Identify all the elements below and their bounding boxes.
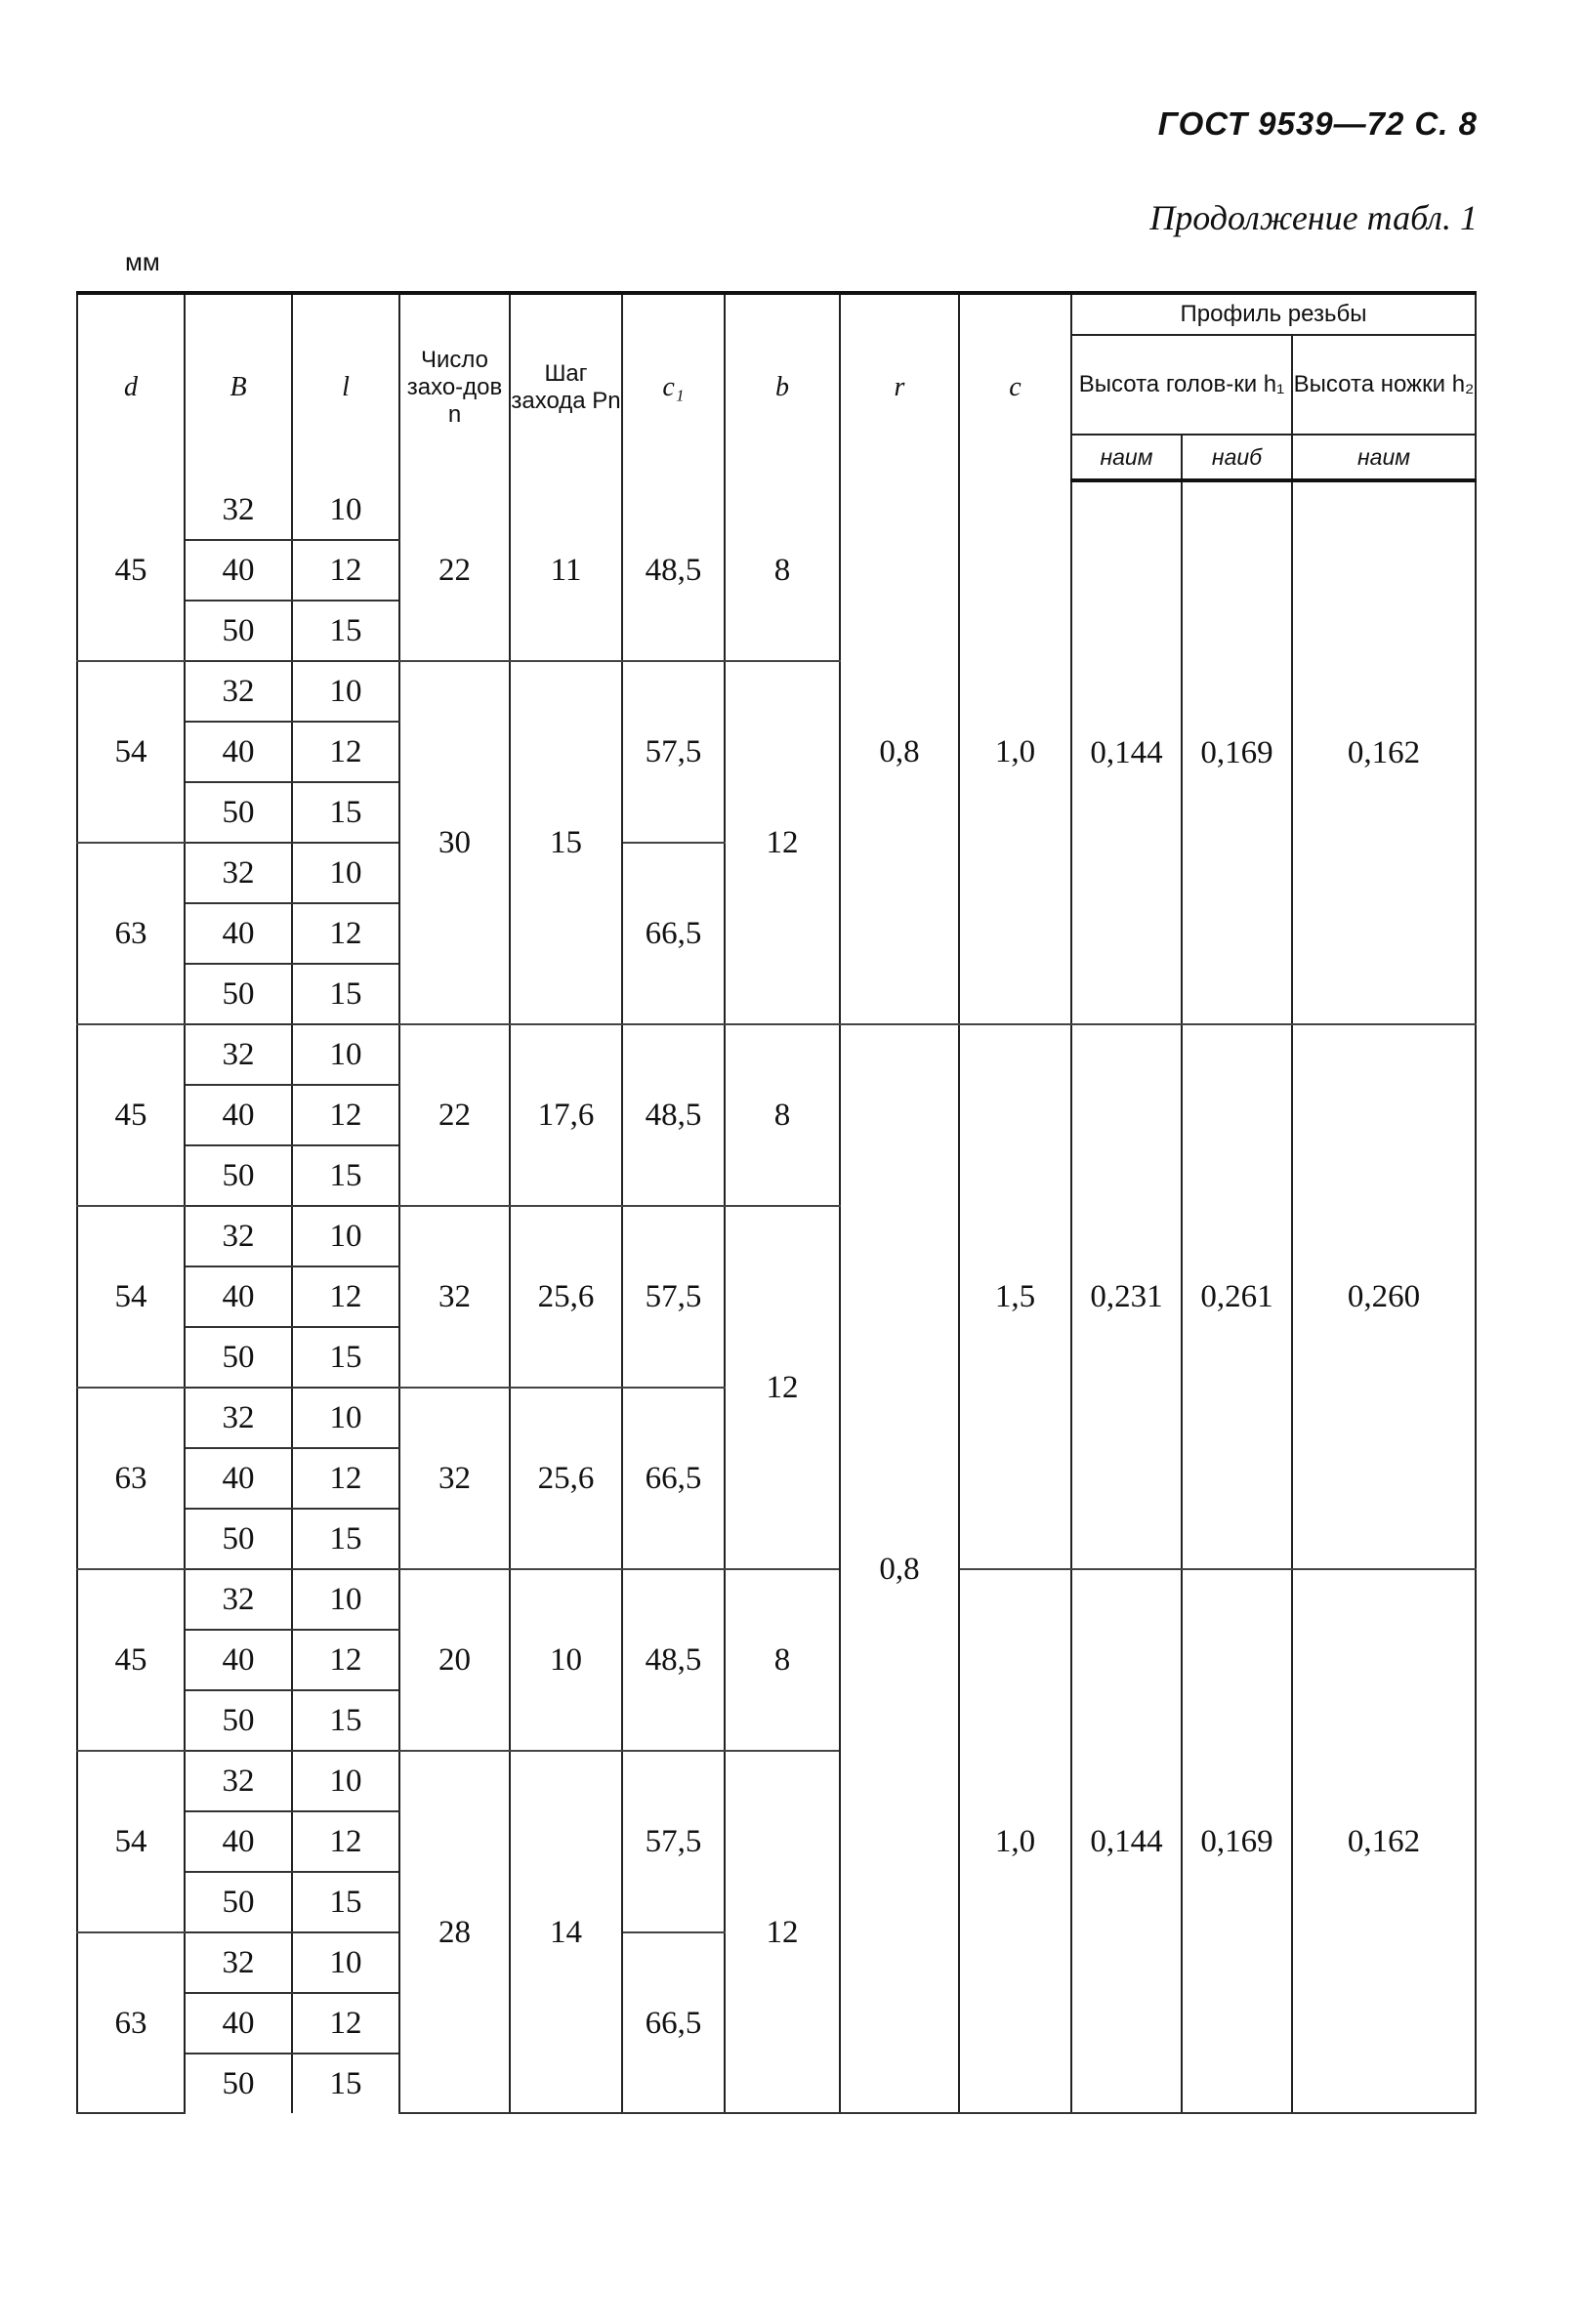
cell-c1: 66,5 — [622, 1932, 725, 2113]
col-header-c: c — [959, 293, 1071, 480]
cell-c1: 57,5 — [622, 1206, 725, 1388]
cell-b: 8 — [725, 1024, 840, 1206]
cell-c1: 48,5 — [622, 480, 725, 661]
cell-l: 15 — [292, 601, 399, 661]
cell-n: 32 — [399, 1206, 510, 1388]
cell-l: 12 — [292, 1448, 399, 1509]
cell-d: 45 — [77, 1024, 185, 1206]
cell-B: 32 — [185, 480, 292, 540]
cell-h1-min: 0,144 — [1071, 480, 1182, 1024]
page-header: ГОСТ 9539—72 С. 8 — [1157, 105, 1478, 142]
cell-B: 50 — [185, 1327, 292, 1388]
cell-r: 0,8 — [840, 1024, 959, 2113]
cell-h2-min: 0,260 — [1292, 1024, 1476, 1569]
cell-l: 15 — [292, 1509, 399, 1569]
cell-l: 15 — [292, 1327, 399, 1388]
cell-n: 20 — [399, 1569, 510, 1751]
cell-n: 22 — [399, 480, 510, 661]
cell-c: 1,5 — [959, 1024, 1071, 1569]
cell-l: 12 — [292, 722, 399, 782]
col-header-n: Число захо-дов n — [399, 293, 510, 480]
cell-B: 40 — [185, 1448, 292, 1509]
cell-c1: 57,5 — [622, 661, 725, 843]
cell-B: 50 — [185, 1690, 292, 1751]
cell-B: 32 — [185, 1569, 292, 1630]
cell-l: 10 — [292, 480, 399, 540]
cell-l: 15 — [292, 964, 399, 1024]
cell-B: 50 — [185, 1509, 292, 1569]
col-header-h2-min: наим — [1292, 435, 1476, 480]
table-continuation-caption: Продолжение табл. 1 — [1149, 198, 1478, 237]
cell-B: 40 — [185, 1993, 292, 2054]
thread-spec-table — [76, 291, 1477, 2114]
col-header-profile: Профиль резьбы — [1071, 293, 1476, 335]
cell-B: 50 — [185, 2054, 292, 2113]
cell-b: 8 — [725, 480, 840, 661]
cell-l: 12 — [292, 1993, 399, 2054]
col-header-c1: c₁ — [622, 293, 725, 480]
cell-h1-max: 0,261 — [1182, 1024, 1292, 1569]
cell-l: 10 — [292, 843, 399, 903]
cell-c1: 66,5 — [622, 843, 725, 1024]
col-header-d: d — [77, 293, 185, 480]
cell-B: 32 — [185, 843, 292, 903]
cell-d: 54 — [77, 1206, 185, 1388]
col-header-h1-min: наим — [1071, 435, 1182, 480]
cell-B: 32 — [185, 1206, 292, 1266]
cell-d: 45 — [77, 1569, 185, 1751]
cell-n: 32 — [399, 1388, 510, 1569]
cell-l: 15 — [292, 2054, 399, 2113]
cell-l: 15 — [292, 1690, 399, 1751]
cell-B: 40 — [185, 1630, 292, 1690]
cell-h1-min: 0,231 — [1071, 1024, 1182, 1569]
cell-B: 32 — [185, 1024, 292, 1085]
col-header-h2: Высота ножки h₂ — [1292, 335, 1476, 435]
cell-c: 1,0 — [959, 480, 1071, 1024]
cell-b: 12 — [725, 1751, 840, 2113]
cell-l: 12 — [292, 540, 399, 601]
cell-l: 10 — [292, 1388, 399, 1448]
col-header-B: B — [185, 293, 292, 480]
cell-l: 12 — [292, 1085, 399, 1145]
cell-h1-max: 0,169 — [1182, 480, 1292, 1024]
cell-l: 10 — [292, 661, 399, 722]
cell-B: 32 — [185, 1751, 292, 1811]
cell-c1: 57,5 — [622, 1751, 725, 1932]
col-header-l: l — [292, 293, 399, 480]
cell-B: 40 — [185, 1266, 292, 1327]
cell-B: 50 — [185, 601, 292, 661]
cell-B: 32 — [185, 1388, 292, 1448]
cell-l: 12 — [292, 1811, 399, 1872]
units-label: мм — [125, 247, 160, 276]
col-header-Pn: Шаг захода Pn — [510, 293, 622, 480]
cell-Pn: 25,6 — [510, 1206, 622, 1388]
cell-l: 10 — [292, 1751, 399, 1811]
cell-h1-max: 0,169 — [1182, 1569, 1292, 2113]
cell-Pn: 25,6 — [510, 1388, 622, 1569]
cell-l: 15 — [292, 1145, 399, 1206]
col-header-h1: Высота голов-ки h₁ — [1071, 335, 1292, 435]
cell-l: 10 — [292, 1206, 399, 1266]
cell-l: 10 — [292, 1024, 399, 1085]
cell-B: 50 — [185, 1872, 292, 1932]
cell-d: 45 — [77, 480, 185, 661]
cell-B: 40 — [185, 903, 292, 964]
cell-B: 50 — [185, 1145, 292, 1206]
cell-h2-min: 0,162 — [1292, 1569, 1476, 2113]
cell-Pn: 15 — [510, 661, 622, 1024]
cell-B: 40 — [185, 540, 292, 601]
cell-l: 10 — [292, 1569, 399, 1630]
cell-Pn: 10 — [510, 1569, 622, 1751]
cell-h2-min: 0,162 — [1292, 480, 1476, 1024]
col-header-h1-max: наиб — [1182, 435, 1292, 480]
cell-b: 12 — [725, 661, 840, 1024]
cell-n: 22 — [399, 1024, 510, 1206]
cell-Pn: 11 — [510, 480, 622, 661]
cell-d: 63 — [77, 1388, 185, 1569]
cell-c: 1,0 — [959, 1569, 1071, 2113]
cell-b: 12 — [725, 1206, 840, 1569]
cell-l: 12 — [292, 1630, 399, 1690]
cell-c1: 66,5 — [622, 1388, 725, 1569]
col-header-r: r — [840, 293, 959, 480]
cell-d: 63 — [77, 843, 185, 1024]
cell-n: 28 — [399, 1751, 510, 2113]
cell-b: 8 — [725, 1569, 840, 1751]
cell-B: 40 — [185, 1085, 292, 1145]
cell-Pn: 17,6 — [510, 1024, 622, 1206]
cell-l: 10 — [292, 1932, 399, 1993]
cell-l: 15 — [292, 782, 399, 843]
cell-B: 50 — [185, 782, 292, 843]
cell-d: 63 — [77, 1932, 185, 2113]
cell-B: 32 — [185, 1932, 292, 1993]
col-header-b: b — [725, 293, 840, 480]
cell-c1: 48,5 — [622, 1569, 725, 1751]
cell-h1-min: 0,144 — [1071, 1569, 1182, 2113]
cell-l: 12 — [292, 1266, 399, 1327]
cell-Pn: 14 — [510, 1751, 622, 2113]
cell-l: 15 — [292, 1872, 399, 1932]
cell-c1: 48,5 — [622, 1024, 725, 1206]
cell-B: 50 — [185, 964, 292, 1024]
cell-n: 30 — [399, 661, 510, 1024]
cell-B: 40 — [185, 1811, 292, 1872]
cell-d: 54 — [77, 1751, 185, 1932]
cell-d: 54 — [77, 661, 185, 843]
cell-l: 12 — [292, 903, 399, 964]
cell-B: 32 — [185, 661, 292, 722]
cell-B: 40 — [185, 722, 292, 782]
cell-r: 0,8 — [840, 480, 959, 1024]
